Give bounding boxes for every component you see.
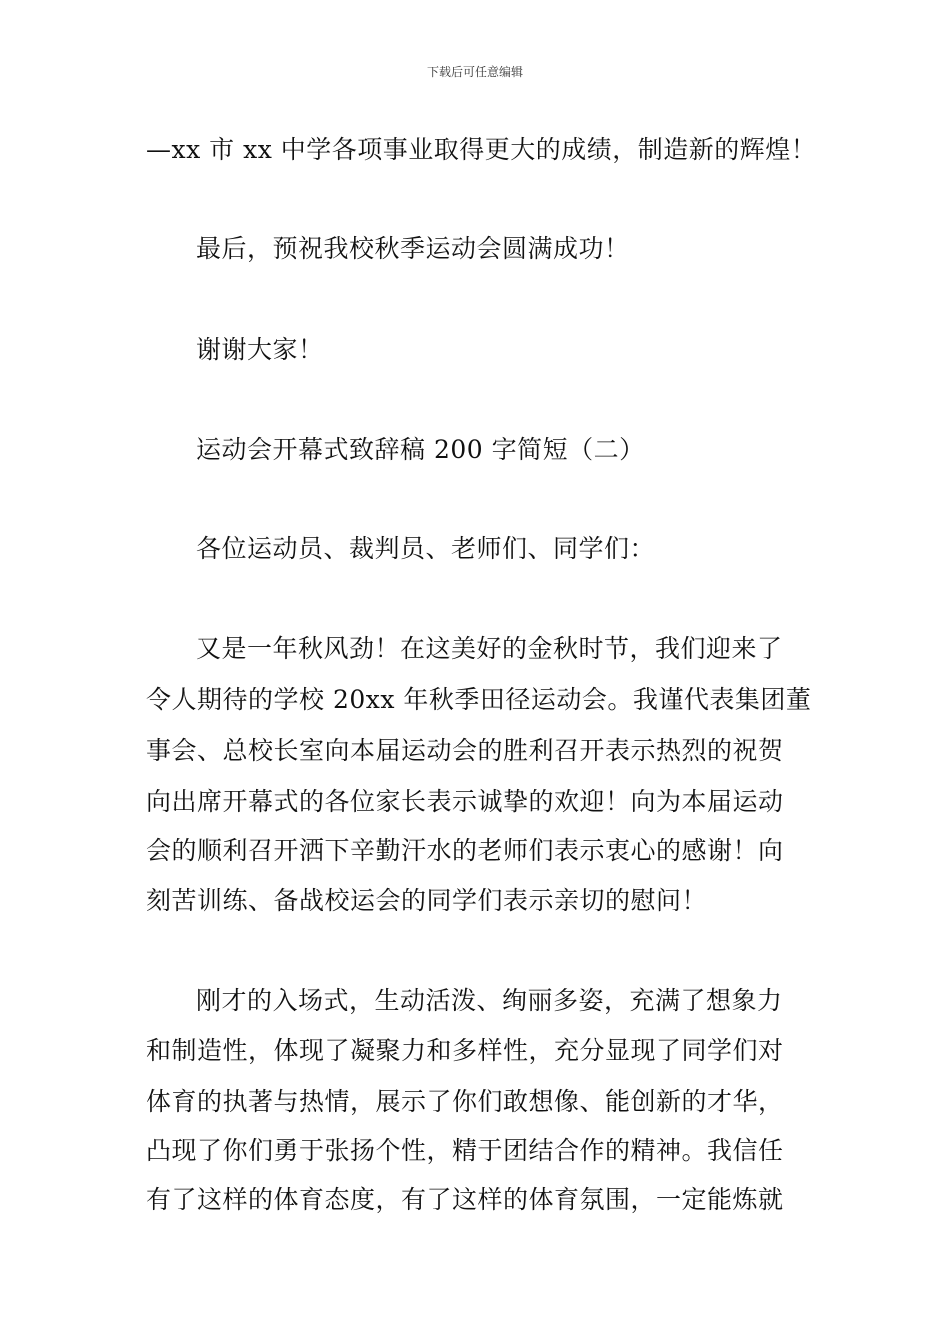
section-title: 运动会开幕式致辞稿 200 字简短（二）: [196, 435, 645, 464]
paragraph-line: 令人期待的学校 20xx 年秋季田径运动会。我谨代表集团董: [146, 685, 812, 714]
salutation: 各位运动员、裁判员、老师们、同学们：: [196, 534, 656, 563]
paragraph-line-final-wish: 最后，预祝我校秋季运动会圆满成功！: [196, 234, 630, 263]
page-header-note: 下载后可任意编辑: [426, 65, 523, 79]
paragraph-line: 有了这样的体育态度，有了这样的体育氛围，一定能炼就: [146, 1185, 784, 1214]
paragraph-line: 向出席开幕式的各位家长表示诚挚的欢迎！向为本届运动: [146, 787, 784, 816]
paragraph-line: 和制造性，体现了凝聚力和多样性，充分显现了同学们对: [146, 1036, 784, 1065]
paragraph-line-thanks: 谢谢大家！: [196, 335, 324, 364]
paragraph-line: 会的顺利召开洒下辛勤汗水的老师们表示衷心的感谢！向: [146, 836, 784, 865]
paragraph-line: 又是一年秋风劲！在这美好的金秋时节，我们迎来了: [196, 634, 783, 663]
paragraph-line-closing-wish: —xx 市 xx 中学各项事业取得更大的成绩，制造新的辉煌！: [146, 135, 817, 164]
paragraph-line: 体育的执著与热情，展示了你们敢想像、能创新的才华，: [146, 1087, 784, 1116]
paragraph-line: 刻苦训练、备战校运会的同学们表示亲切的慰问！: [146, 886, 708, 915]
paragraph-line: 凸现了你们勇于张扬个性，精于团结合作的精神。我信任: [146, 1136, 784, 1165]
paragraph-line: 事会、总校长室向本届运动会的胜利召开表示热烈的祝贺: [146, 736, 784, 765]
paragraph-line: 刚才的入场式，生动活泼、绚丽多姿，充满了想象力: [196, 986, 783, 1015]
